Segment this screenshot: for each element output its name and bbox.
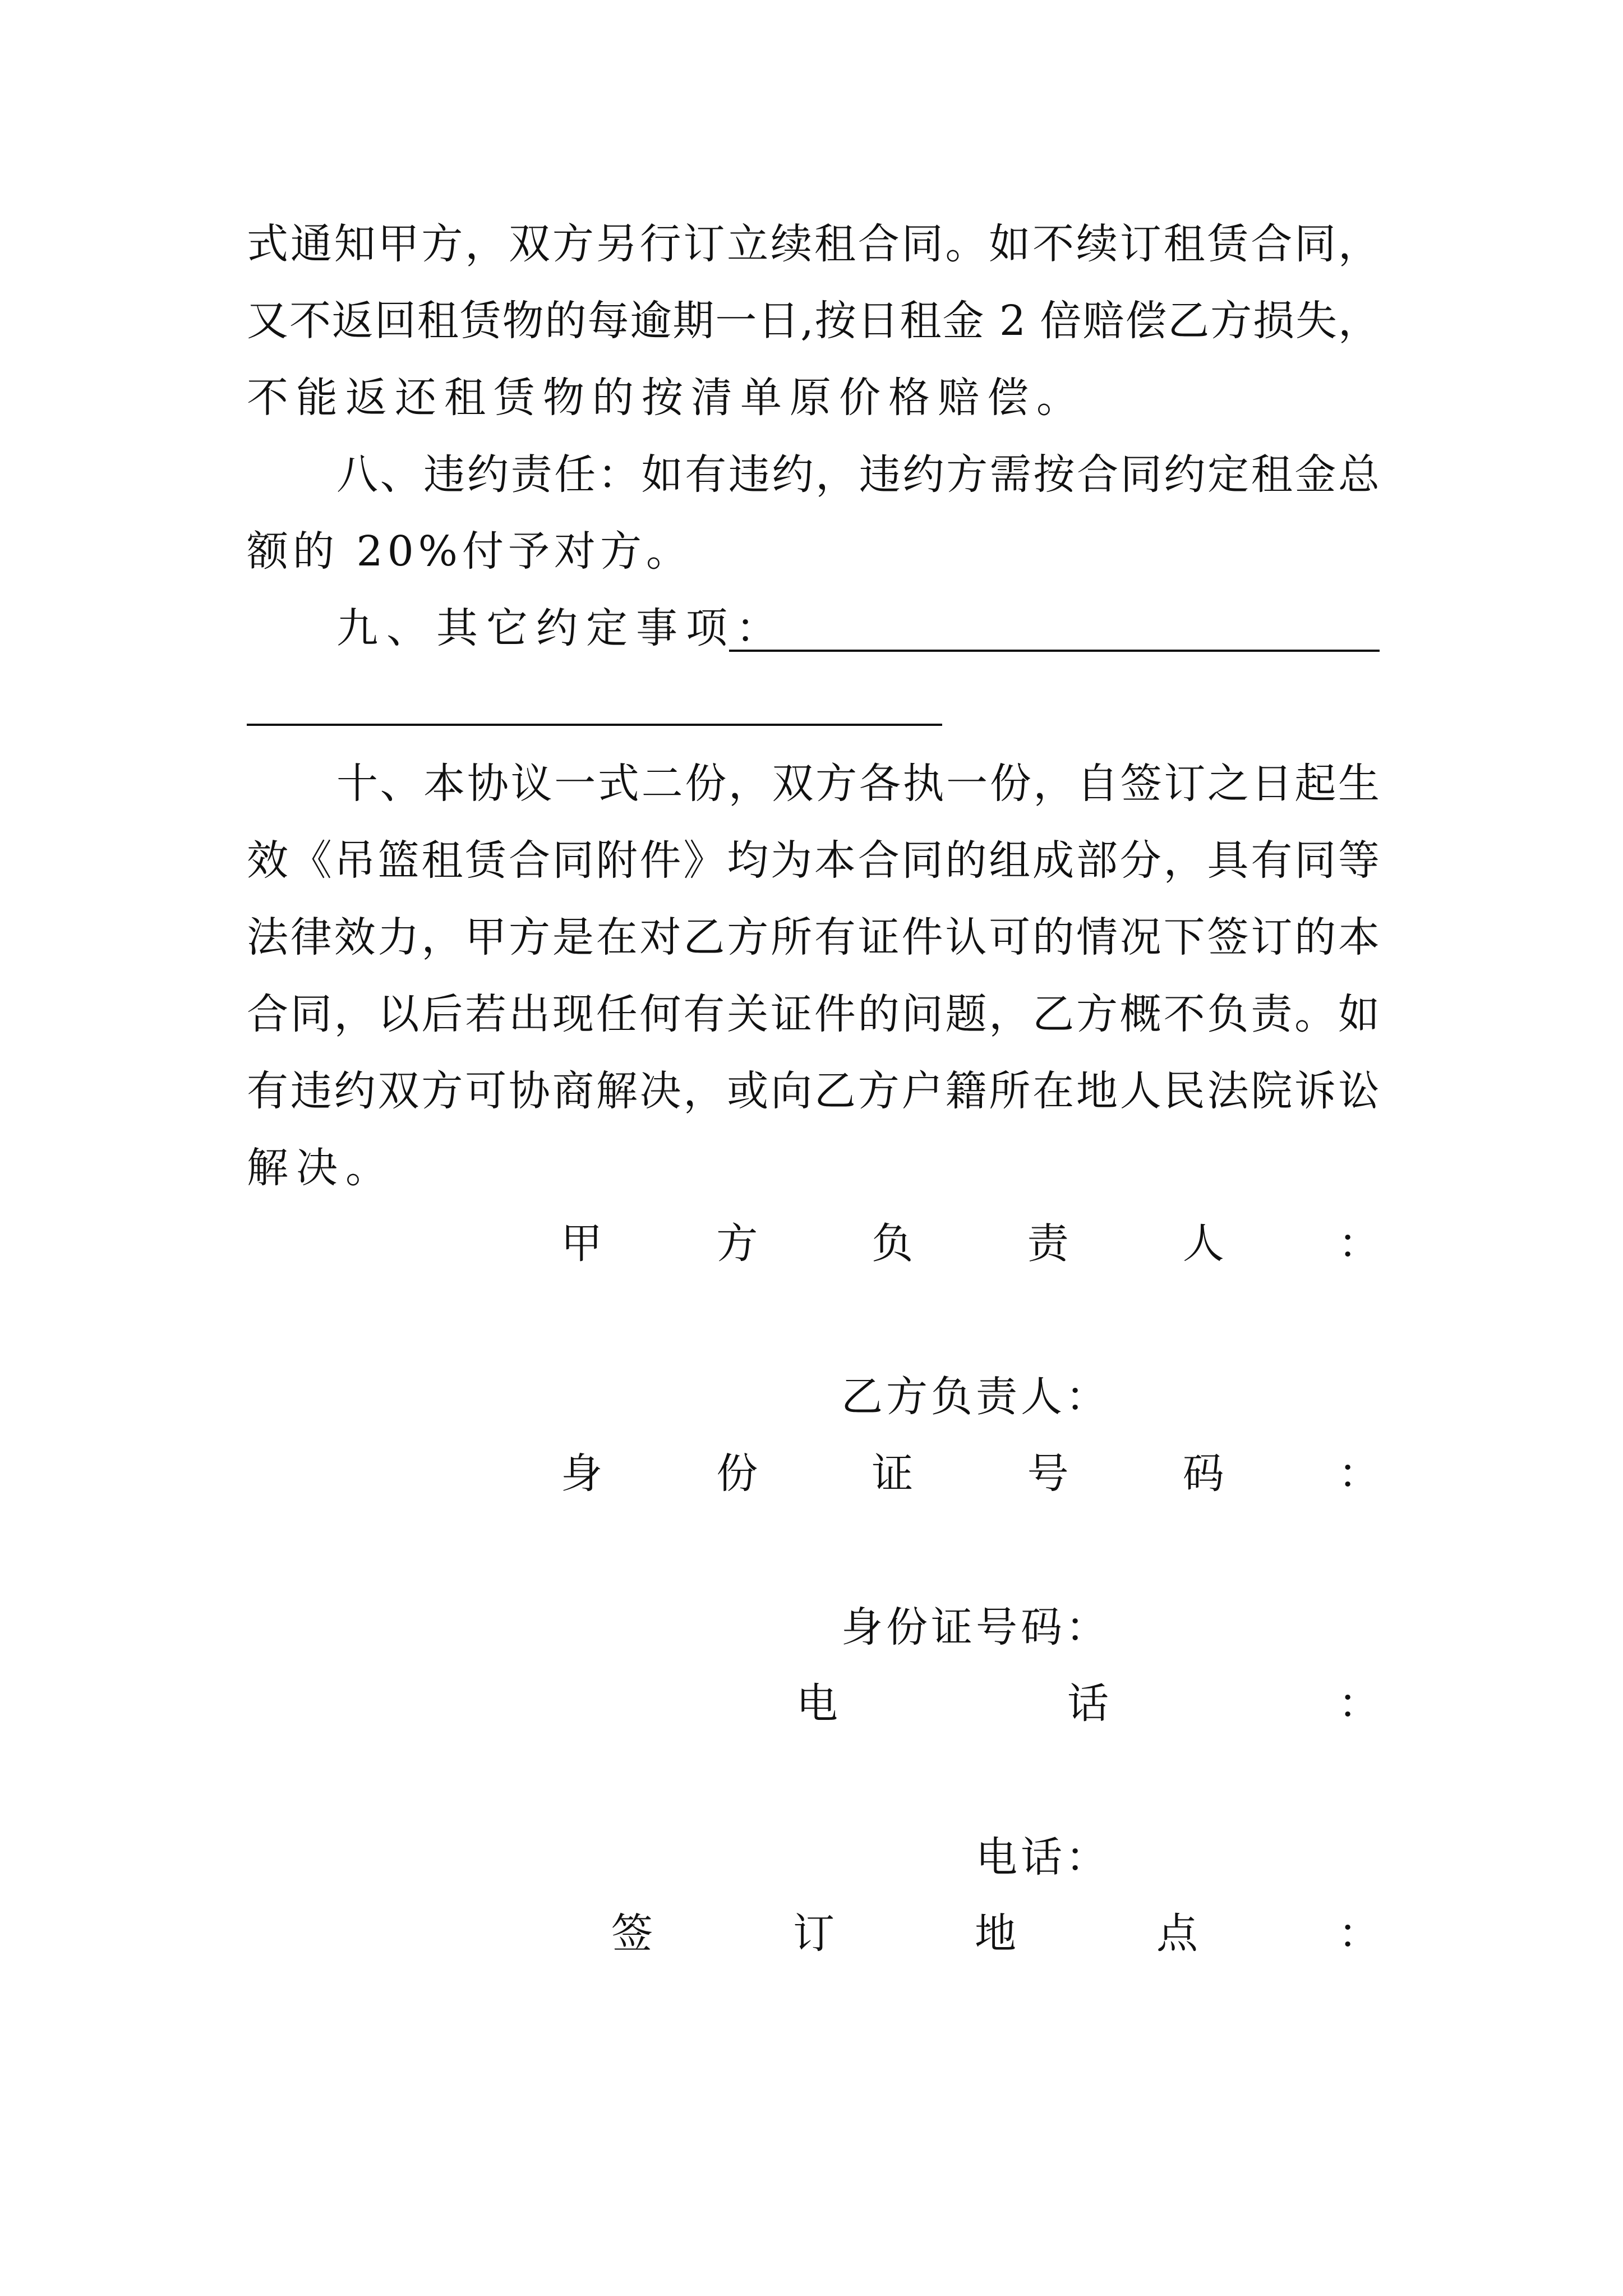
party-a-representative-label: 甲方负责人： [561, 1220, 1380, 1268]
party-a-phone-label: 电话： [796, 1680, 1380, 1728]
party-b-phone-label: 电话： [976, 1833, 1110, 1881]
clause-10-line-6: 解决。 [247, 1144, 395, 1192]
party-a-id-number-label: 身份证号码： [561, 1450, 1380, 1498]
clause-9-blank-line-1 [729, 650, 1380, 652]
clause-10-line-3: 法律效力，甲方是在对乙方所有证件认可的情况下签订的本 [247, 913, 1380, 961]
clause-8-line-2: 额的 20%付予对方。 [247, 527, 692, 576]
clause-10-line-2: 效《吊篮租赁合同附件》均为本合同的组成部分，具有同等 [247, 836, 1380, 885]
clause-10-line-5: 有违约双方可协商解决，或向乙方户籍所在地人民法院诉讼 [247, 1067, 1380, 1115]
clause-7-line-3: 不能返还租赁物的按清单原价格赔偿。 [247, 374, 1086, 422]
clause-7-line-1: 式通知甲方，双方另行订立续租合同。如不续订租赁合同， [247, 220, 1380, 268]
clause-9-blank-line-2 [247, 724, 942, 726]
party-b-id-number-label: 身份证号码： [841, 1603, 1110, 1651]
signing-place-label: 签订地点： [611, 1910, 1380, 1958]
clause-9-label: 九、其它约定事项： [336, 604, 786, 652]
party-b-representative-label: 乙方负责人： [841, 1373, 1110, 1421]
clause-7-line-2: 又不返回租赁物的每逾期一日,按日租金 2 倍赔偿乙方损失， [247, 297, 1380, 345]
clause-10-line-1: 十、本协议一式二份，双方各执一份，自签订之日起生 [336, 760, 1380, 808]
clause-10-line-4: 合同，以后若出现任何有关证件的问题，乙方概不负责。如 [247, 990, 1380, 1038]
clause-8-line-1: 八、违约责任：如有违约，违约方需按合同约定租金总 [336, 450, 1380, 499]
